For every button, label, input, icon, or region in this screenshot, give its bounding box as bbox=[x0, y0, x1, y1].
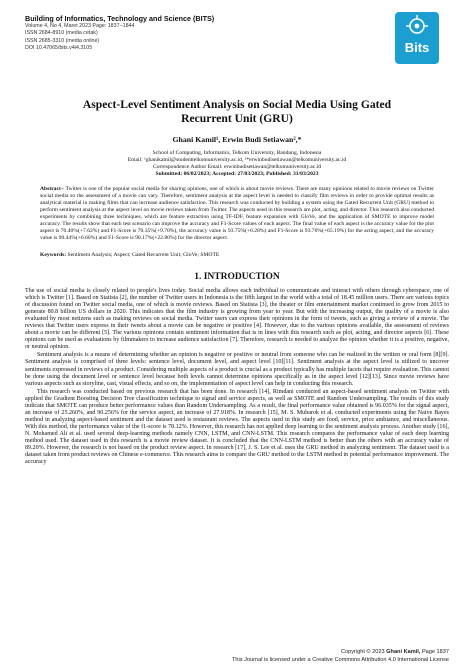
paragraph: This research was conducted based on previous research that has been done. In research [14], Rimdani conducted an aspect-based sentiment analysis on Twitter with applied the Gradient Boosting Decision Tree classification technique to signal and service aspects, as well as SMOTE and Random Undersampling. The results of this study indicate that SMOTE can produce better performance values than Random Undersampling. As a result, the final performance value obtained is 96.035% for the signal aspect, an increase of 25.260%, and 90.256% for the service aspect, an increase of 27.918%. In research [15], M. S. Mubarok et al. conducted experiments using the Naive Bayes method in analyzing aspect-based sentiment and the dataset used is restaurant reviews. The aspects used in this study are food, service, price ambiance, and miscellaneous. With this method, the performance value of the f1-score is 78.12%. However, this research has not applied deep learning to the sentiment analysis process. Another study [16], N. Mohamed Ali et al. used several deep-learning methods namely CNN, LSTM, and CNN-LSTM. This research compares the performance value of each deep learning method used. The dataset used in this research is a movie review dataset. It is concluded that the CNN-LSTM method is better than the others with an accuracy value of 89.20%. However, the research is not based on the product review aspect. In research [17], J. S. Lee et al. uses the GRU method in analyzing sentiment. The dataset used is a dataset taken from product reviews on Chinese e-commerce. This research aims to compare the GRU method to the LSTM method in potential performance improvement. The accuracy bbox=[25, 388, 449, 466]
introduction-body bbox=[25, 288, 449, 467]
copyright-line bbox=[25, 648, 449, 656]
logo-text: Bits bbox=[404, 40, 430, 55]
abstract-text: Twitter is one of the popular social media for sharing opinions, one of which is about movie reviews. There are many opinions related to movie reviews on Twitter social media so the assessment of a movie can vary. Therefore, sentiment analysis at the aspect level is needed to classify film reviews in order to provide optimal results as analytical material in making films that can increase audience satisfaction. This research was conducted by building a system using the Gated Recurrent Unit (GRU) method to perform sentiment analysis at the aspect level on movie reviews taken from Twitter. The aspects used in this research are plot, acting, and director. This research also conducted experiments by combining three techniques, which are feature extraction using TF-IDF, feature expansion with GloVe, and the application of SMOTE to improve model accuracy. The results show that each test scenario can improve the accuracy and F1-Score values of each aspect. The final value of each aspect is the accuracy value for the plot aspect is 70.40%(+7.62%) and F1-Score is 70.35%(+9.70%), the accuracy value is 93.75%(+6.28%) and F1-Score is 93.70%(+65.19%) for the acting aspect, and the accuracy value is 90.44%(+6.60%) and F1-Score is 90.17%(+22.80%) for the director aspect. bbox=[40, 186, 434, 241]
issn-print: ISSN 2684-8910 (media cetak) bbox=[25, 30, 98, 37]
bits-logo bbox=[392, 10, 442, 66]
section-heading: 1. INTRODUCTION bbox=[194, 272, 280, 282]
issn-online: ISSN 2685-3310 (media online) bbox=[25, 37, 100, 44]
email-line: Email: ¹ghanikamil@studenttelkomuniversity.ac.id, ²*erwinbudisetiawan@telkomuniversity.ac.id bbox=[127, 156, 347, 163]
title-line-2: Recurrent Unit (GRU) bbox=[181, 111, 293, 125]
copyright-prefix: Copyright © 2023 bbox=[340, 649, 385, 655]
affiliation-block bbox=[25, 150, 449, 178]
keywords-text: Sentiment Analysis; Aspect; Gated Recurrent Unit; GloVe; SMOTE bbox=[67, 252, 220, 258]
doi-line: DOI 10.47065/bits.v4i4.3105 bbox=[25, 45, 93, 52]
journal-header bbox=[25, 14, 385, 53]
copyright-author: Ghani Kamil, bbox=[386, 649, 421, 655]
keywords bbox=[40, 252, 434, 259]
volume-line: Volume 4, No 4, Maret 2023 Page: 1837−1844 bbox=[25, 23, 135, 29]
paper-title bbox=[60, 98, 414, 125]
affiliation-line: School of Computing, Informatics, Telkom University, Bandung, Indonesia bbox=[152, 150, 322, 156]
submission-dates: Submitted: 06/02/2023; Accepted: 27/03/2023; Published: 31/03/2023 bbox=[155, 170, 319, 177]
journal-name: Building of Informatics, Technology and Science (BITS) bbox=[25, 14, 215, 23]
title-line-1: Aspect-Level Sentiment Analysis on Social Media Using Gated bbox=[82, 98, 392, 111]
paper-authors: Ghani Kamil¹, Erwin Budi Setiawan²,* bbox=[172, 135, 302, 144]
page-number: Page 1837 bbox=[421, 649, 449, 655]
abstract bbox=[40, 186, 434, 242]
license-line: This Journal is licensed under a Creative Commons Attribution 4.0 International License bbox=[231, 657, 449, 663]
paragraph: The use of social media is closely related to people's lives today. Social media allows each individual to communicate and interact with others through cyberspace, one of which is Twitter [1]. Based on Statista [2], the number of Twitter users in Indonesia is the fifth largest in the world with a total of 18.45 million users. There are various topics of discussion found on Twitter social media, one of which is movie reviews. Based on Statista [3], the theater or film entertainment market continued to grow from 2015 to generate 80.8 billion US dollars in 2020. This indicates that the film industry is growing from year to year. But with the increasing output, the quality of a movie is also evaluated by most netizens such as making reviews on social media. Twitter users can express their opinions in the form of tweets, such as giving a review of a movie. The reviews that Twitter users express in their tweets about a movie can be negative or positive [4]. However, due to the various opinions available, the assessment of reviews about a movie can be different [5]. The various opinions contain sentiment information that is in lines with this research such as plot, acting, and director aspects [6]. These opinions can be used as evaluations by filmmakers to increase audience satisfaction [7]. Therefore, research is needed to analyze the opinion whether it is a positive, negative, or neutral opinion. bbox=[25, 288, 449, 351]
correspondence-line: Correspondence Author Email: erwinbudisetiawan@telkomuniversity.ac.id bbox=[152, 163, 322, 170]
page-footer bbox=[25, 648, 449, 664]
keywords-label: Keywords: bbox=[40, 252, 67, 258]
paragraph: Sentiment analysis is a means of determining whether an opinion is negative or positive or neutral from someone who can be realized in the written or oral form [8][9]. Sentiment analysis is comprised of three levels: sentence level, document level, and aspect level [10][11]. Sentiment analysis at the aspect level is utilized to uncover sentiments expressed in reviews of a product. Considering multiple aspects of a product is crucial as a product typically has multiple facets that require evaluation. This cannot be done using the document level or sentence level because both levels cannot determine opinions specifically as in the aspect level [12][13]. Since movie reviews have various aspects such as storyline, cast, visual effects, and so on, the implementation of aspect level can help in conducting this research. bbox=[25, 352, 449, 387]
abstract-label: Abstract− bbox=[40, 186, 65, 192]
